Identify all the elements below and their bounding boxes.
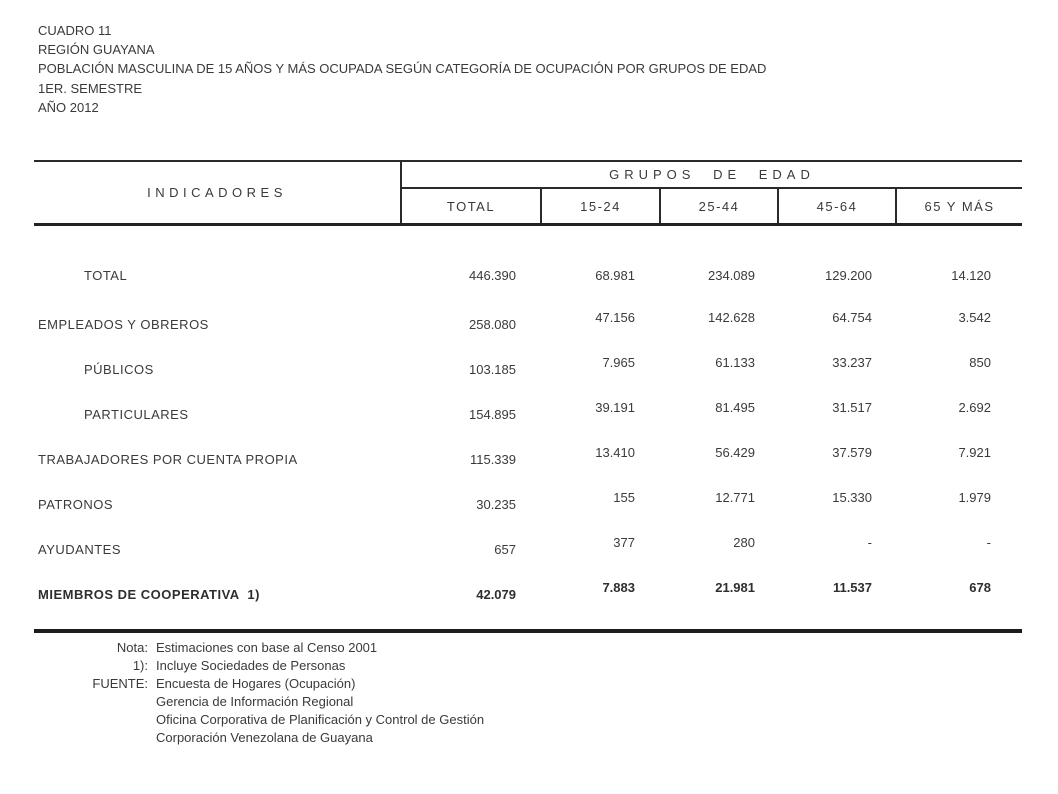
cell-total: 258.080 — [469, 317, 516, 332]
cell-25-44: 234.089 — [708, 267, 755, 283]
cell-65-mas: 7.921 — [958, 445, 991, 460]
row-label: TRABAJADORES POR CUENTA PROPIA — [38, 452, 298, 467]
cell-total: 154.895 — [469, 407, 516, 422]
cell-15-24: 39.191 — [595, 400, 635, 415]
age-groups-header: GRUPOS DE EDAD — [402, 162, 1022, 189]
row-label: TOTAL — [84, 267, 128, 283]
column-header-45-64: 45-64 — [777, 189, 895, 223]
cell-45-64: 129.200 — [825, 267, 872, 283]
row-label: PATRONOS — [38, 497, 114, 512]
table-row — [34, 392, 1022, 437]
column-header-total: TOTAL — [446, 198, 496, 214]
cell-25-44: 81.495 — [715, 400, 755, 415]
cell-25-44: 142.628 — [708, 310, 755, 325]
row-label: AYUDANTES — [38, 542, 121, 557]
row-label: PÚBLICOS — [84, 362, 154, 377]
subcolumn-headers — [402, 189, 1022, 223]
table-row — [34, 572, 1022, 617]
footnote-line — [34, 675, 484, 693]
footnote-label — [34, 693, 148, 711]
column-header-65-mas: 65 Y MÁS — [895, 189, 1022, 223]
table-row — [34, 302, 1022, 347]
header-line-region: REGIÓN GUAYANA — [38, 42, 155, 58]
cell-15-24: 7.965 — [602, 355, 635, 370]
header-line-semestre: 1ER. SEMESTRE — [38, 80, 143, 96]
cell-25-44: 61.133 — [715, 355, 755, 370]
indicators-column-header: INDICADORES — [34, 162, 402, 223]
cell-25-44: 12.771 — [715, 490, 755, 505]
table-row — [34, 347, 1022, 392]
table-body — [34, 226, 1022, 633]
cell-15-24: 377 — [613, 535, 635, 550]
footnote-label — [34, 711, 148, 729]
footnote-text: Oficina Corporativa de Planificación y Control de Gestión — [156, 712, 485, 727]
footnote-label: Nota: — [116, 640, 148, 655]
table-row — [34, 437, 1022, 482]
row-label: EMPLEADOS Y OBREROS — [38, 317, 209, 332]
cell-45-64: - — [867, 535, 872, 550]
footnote-line — [34, 639, 484, 657]
footnote-text: Encuesta de Hogares (Ocupación) — [156, 676, 356, 691]
footnotes — [34, 639, 484, 747]
cell-25-44: 280 — [733, 535, 755, 550]
cell-total: 446.390 — [469, 267, 516, 283]
footnote-text: Gerencia de Información Regional — [156, 694, 354, 709]
table-row — [34, 482, 1022, 527]
cell-65-mas: 1.979 — [958, 490, 991, 505]
cell-15-24: 68.981 — [595, 267, 635, 283]
cell-65-mas: 850 — [969, 355, 991, 370]
cell-65-mas: 3.542 — [958, 310, 991, 325]
cell-15-24: 7.883 — [602, 580, 635, 595]
cell-65-mas: 2.692 — [958, 400, 991, 415]
footnote-label — [34, 729, 148, 747]
header-line-ano: AÑO 2012 — [38, 99, 99, 115]
cell-45-64: 11.537 — [832, 580, 872, 595]
cell-total: 657 — [494, 542, 516, 557]
cell-65-mas: - — [986, 535, 991, 550]
footnote-text: Estimaciones con base al Censo 2001 — [156, 640, 378, 655]
cell-25-44: 21.981 — [715, 580, 755, 595]
cell-total: 30.235 — [476, 497, 516, 512]
footnote-line — [34, 729, 484, 747]
row-label: MIEMBROS DE COOPERATIVA 1) — [38, 587, 260, 602]
footnote-text: Corporación Venezolana de Guayana — [156, 730, 373, 745]
footnote-line — [34, 693, 484, 711]
cell-25-44: 56.429 — [715, 445, 755, 460]
cell-45-64: 15.330 — [832, 490, 872, 505]
footnote-text: Incluye Sociedades de Personas — [156, 658, 346, 673]
statistics-table — [34, 160, 1022, 633]
cell-45-64: 64.754 — [832, 310, 872, 325]
cell-total: 42.079 — [476, 587, 516, 602]
cell-65-mas: 14.120 — [951, 267, 991, 283]
column-header-25-44: 25-44 — [659, 189, 777, 223]
footnote-line — [34, 657, 484, 675]
document-header — [38, 21, 766, 117]
cell-15-24: 13.410 — [595, 445, 635, 460]
cell-total: 115.339 — [469, 452, 516, 467]
cell-45-64: 33.237 — [832, 355, 872, 370]
cell-total: 103.185 — [469, 362, 516, 377]
table-row — [34, 234, 1022, 302]
header-line-cuadro: CUADRO 11 — [38, 23, 112, 38]
age-groups-header-area — [402, 162, 1022, 223]
header-line-title: POBLACIÓN MASCULINA DE 15 AÑOS Y MÁS OCUPADA SEGÚN CATEGORÍA DE OCUPACIÓN POR GRUPOS DE EDAD — [38, 61, 767, 77]
footnote-line — [34, 711, 484, 729]
table-row — [34, 527, 1022, 572]
cell-15-24: 155 — [613, 490, 635, 505]
row-label: PARTICULARES — [84, 407, 189, 422]
cell-45-64: 37.579 — [832, 445, 872, 460]
column-header-15-24: 15-24 — [540, 189, 659, 223]
cell-45-64: 31.517 — [832, 400, 872, 415]
footnote-label: FUENTE: — [92, 676, 148, 691]
cell-65-mas: 678 — [969, 580, 991, 595]
cell-15-24: 47.156 — [595, 310, 635, 325]
table-header — [34, 160, 1022, 226]
footnote-label: 1): — [132, 658, 148, 673]
